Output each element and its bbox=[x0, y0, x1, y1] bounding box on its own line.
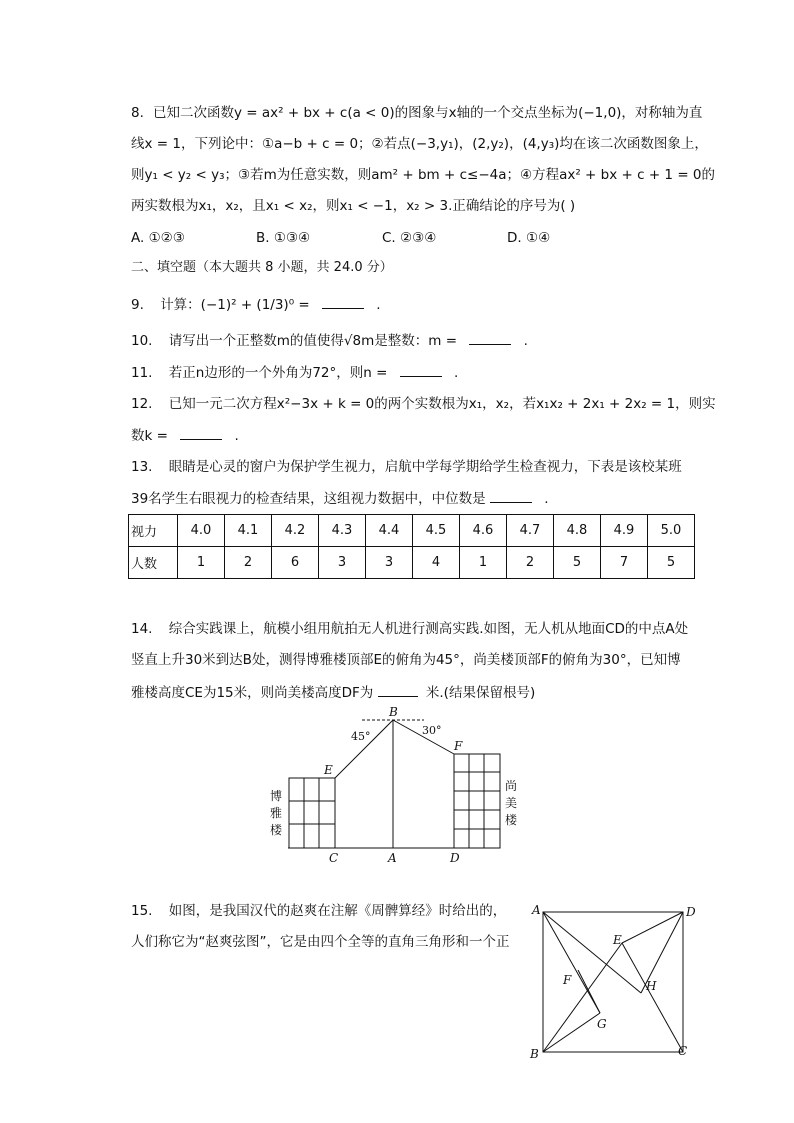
label-boya-2: 雅 bbox=[270, 806, 283, 820]
q8-option-c[interactable]: C. ②③④ bbox=[382, 230, 437, 246]
q9-number: 9. bbox=[131, 297, 144, 313]
q12-end: . bbox=[234, 428, 239, 444]
q9-answer-blank[interactable] bbox=[322, 294, 364, 309]
segment-bc-g bbox=[543, 1013, 600, 1052]
label-shangmei-2: 美 bbox=[505, 796, 518, 810]
q15-line-2: 人们称它为“赵爽弦图”，它是由四个全等的直角三角形和一个正 bbox=[131, 934, 510, 950]
q11-answer-blank[interactable] bbox=[400, 362, 442, 377]
table-cell: 6 bbox=[272, 547, 319, 579]
q12-number: 12. bbox=[131, 396, 153, 412]
q12-line-2 bbox=[131, 425, 239, 446]
q13-text-2: 39名学生右眼视力的检查结果，这组视力数据中，中位数是 bbox=[131, 491, 486, 507]
label-a: A bbox=[532, 903, 541, 917]
label-point-e: E bbox=[324, 763, 333, 777]
q8-text-1: 已知二次函数y = ax² + bx + c(a < 0)的图象与x轴的一个交点坐标为(−1,0)，对称轴为直 bbox=[153, 105, 703, 121]
q15-line-1 bbox=[131, 901, 506, 921]
segment-ch bbox=[622, 943, 683, 1052]
label-shangmei-3: 楼 bbox=[505, 813, 518, 827]
label-boya-3: 楼 bbox=[270, 823, 283, 837]
q8-line-3: 则y₁ < y₂ < y₃；③若m为任意实数，则am² + bm + c≤−4a；④方程ax² + bx + c + 1 = 0的 bbox=[131, 167, 716, 183]
q12-answer-blank[interactable] bbox=[180, 425, 222, 440]
label-angle-45: 45° bbox=[351, 730, 371, 743]
table-cell: 3 bbox=[319, 547, 366, 579]
q11-end: . bbox=[454, 365, 459, 381]
label-g: G bbox=[597, 1017, 607, 1031]
q13-answer-blank[interactable] bbox=[490, 488, 532, 503]
table-cell: 4.4 bbox=[366, 515, 413, 547]
table-cell: 7 bbox=[601, 547, 648, 579]
table-cell: 4.7 bbox=[507, 515, 554, 547]
label-h: H bbox=[646, 979, 657, 993]
label-point-f: F bbox=[454, 739, 463, 753]
q10-number: 10. bbox=[131, 333, 153, 349]
q13-line-1 bbox=[131, 457, 682, 477]
q11-text: 若正n边形的一个外角为72°，则n = bbox=[168, 365, 388, 381]
table-cell: 1 bbox=[178, 547, 225, 579]
figure-zhao-shuang-diagram bbox=[528, 900, 700, 1062]
q9-text: 计算：(−1)² + (1/3)⁰ = bbox=[160, 297, 310, 313]
label-point-c: C bbox=[329, 851, 339, 865]
segment-de bbox=[622, 912, 683, 943]
q8-option-d[interactable]: D. ①④ bbox=[507, 230, 551, 246]
label-point-d: D bbox=[450, 851, 460, 865]
q13-end: . bbox=[544, 491, 549, 507]
table-cell: 4.9 bbox=[601, 515, 648, 547]
segment-ag bbox=[543, 912, 600, 1013]
table-cell: 1 bbox=[460, 547, 507, 579]
segment-fg bbox=[578, 970, 600, 1013]
label-b: B bbox=[530, 1047, 539, 1061]
label-angle-30: 30° bbox=[422, 724, 442, 737]
sight-line-be bbox=[335, 720, 393, 778]
q13-number: 13. bbox=[131, 459, 153, 475]
q8-line-4: 两实数根为x₁，x₂，且x₁ < x₂，则x₁ < −1，x₂ > 3.正确结论的序号为( ) bbox=[131, 198, 576, 214]
table-header-vision: 视力 bbox=[129, 515, 178, 547]
label-d: D bbox=[686, 905, 696, 919]
q11-number: 11. bbox=[131, 365, 153, 381]
q14-answer-blank[interactable] bbox=[378, 682, 418, 697]
q11 bbox=[131, 362, 458, 383]
table-cell: 4.1 bbox=[225, 515, 272, 547]
q14-line-2: 竖直上升30米到达B处，测得博雅楼顶部E的俯角为45°，尚美楼顶部F的俯角为30°，已知博 bbox=[131, 652, 681, 668]
building-shangmei bbox=[454, 754, 500, 848]
table-cell: 5 bbox=[554, 547, 601, 579]
table-header-count: 人数 bbox=[129, 547, 178, 579]
table-cell: 4.0 bbox=[178, 515, 225, 547]
q14-text-3b: 米.(结果保留根号) bbox=[425, 685, 536, 701]
table-cell: 4.3 bbox=[319, 515, 366, 547]
label-point-b: B bbox=[389, 705, 398, 719]
table-cell: 2 bbox=[225, 547, 272, 579]
q14-number: 14. bbox=[131, 621, 153, 637]
q10-text: 请写出一个正整数m的值使得√8m是整数：m = bbox=[168, 333, 458, 349]
label-c: C bbox=[678, 1044, 688, 1058]
q8-option-a[interactable]: A. ①②③ bbox=[131, 230, 185, 246]
label-boya-1: 博 bbox=[270, 789, 283, 803]
q12-line-1 bbox=[131, 394, 716, 414]
table-cell: 5 bbox=[648, 547, 695, 579]
table-cell: 4.5 bbox=[413, 515, 460, 547]
label-point-a: A bbox=[388, 851, 397, 865]
building-boya bbox=[289, 778, 335, 848]
q15-text-1: 如图，是我国汉代的赵爽在注解《周髀算经》时给出的， bbox=[168, 903, 507, 919]
table-cell: 4.8 bbox=[554, 515, 601, 547]
q10-answer-blank[interactable] bbox=[469, 330, 511, 345]
q13-line-2 bbox=[131, 488, 549, 509]
segment-be bbox=[543, 943, 622, 1052]
table-cell: 2 bbox=[507, 547, 554, 579]
q14-text-1: 综合实践课上，航模小组用航拍无人机进行测高实践.如图，无人机从地面CD的中点A处 bbox=[168, 621, 689, 637]
segment-ah bbox=[543, 912, 641, 993]
table-cell: 4.6 bbox=[460, 515, 507, 547]
table-row-vision bbox=[129, 515, 695, 547]
q8-number: 8. bbox=[131, 105, 144, 121]
q12-text-2: 数k = bbox=[131, 428, 168, 444]
q10-end: . bbox=[523, 333, 528, 349]
table-cell: 3 bbox=[366, 547, 413, 579]
figure-drone-buildings bbox=[262, 700, 542, 870]
q8-option-b[interactable]: B. ①③④ bbox=[256, 230, 311, 246]
q14-line-1 bbox=[131, 619, 688, 639]
vision-table bbox=[128, 514, 695, 579]
q12-text-1: 已知一元二次方程x²−3x + k = 0的两个实数根为x₁，x₂，若x₁x₂ + 2x₁ + 2x₂ = 1，则实 bbox=[168, 396, 716, 412]
table-cell: 4 bbox=[413, 547, 460, 579]
q15-number: 15. bbox=[131, 903, 153, 919]
label-e: E bbox=[613, 933, 622, 947]
q13-text-1: 眼睛是心灵的窗户为保护学生视力，启航中学每学期给学生检查视力，下表是该校某班 bbox=[168, 459, 682, 475]
q14-text-3a: 雅楼高度CE为15米，则尚美楼高度DF为 bbox=[131, 685, 374, 701]
table-cell: 5.0 bbox=[648, 515, 695, 547]
q10 bbox=[131, 330, 528, 351]
label-f: F bbox=[563, 973, 572, 987]
label-shangmei-1: 尚 bbox=[505, 779, 518, 793]
q9-end: . bbox=[376, 297, 381, 313]
q8-line-2: 线x = 1，下列论中：①a−b + c = 0；②若点(−3,y₁)，(2,y₂)，(4,y₃)均在该二次函数图象上， bbox=[131, 136, 708, 152]
table-row-count bbox=[129, 547, 695, 579]
section-heading: 二、填空题（本大题共 8 小题，共 24.0 分） bbox=[131, 260, 393, 275]
q9 bbox=[131, 294, 381, 315]
table-cell: 4.2 bbox=[272, 515, 319, 547]
